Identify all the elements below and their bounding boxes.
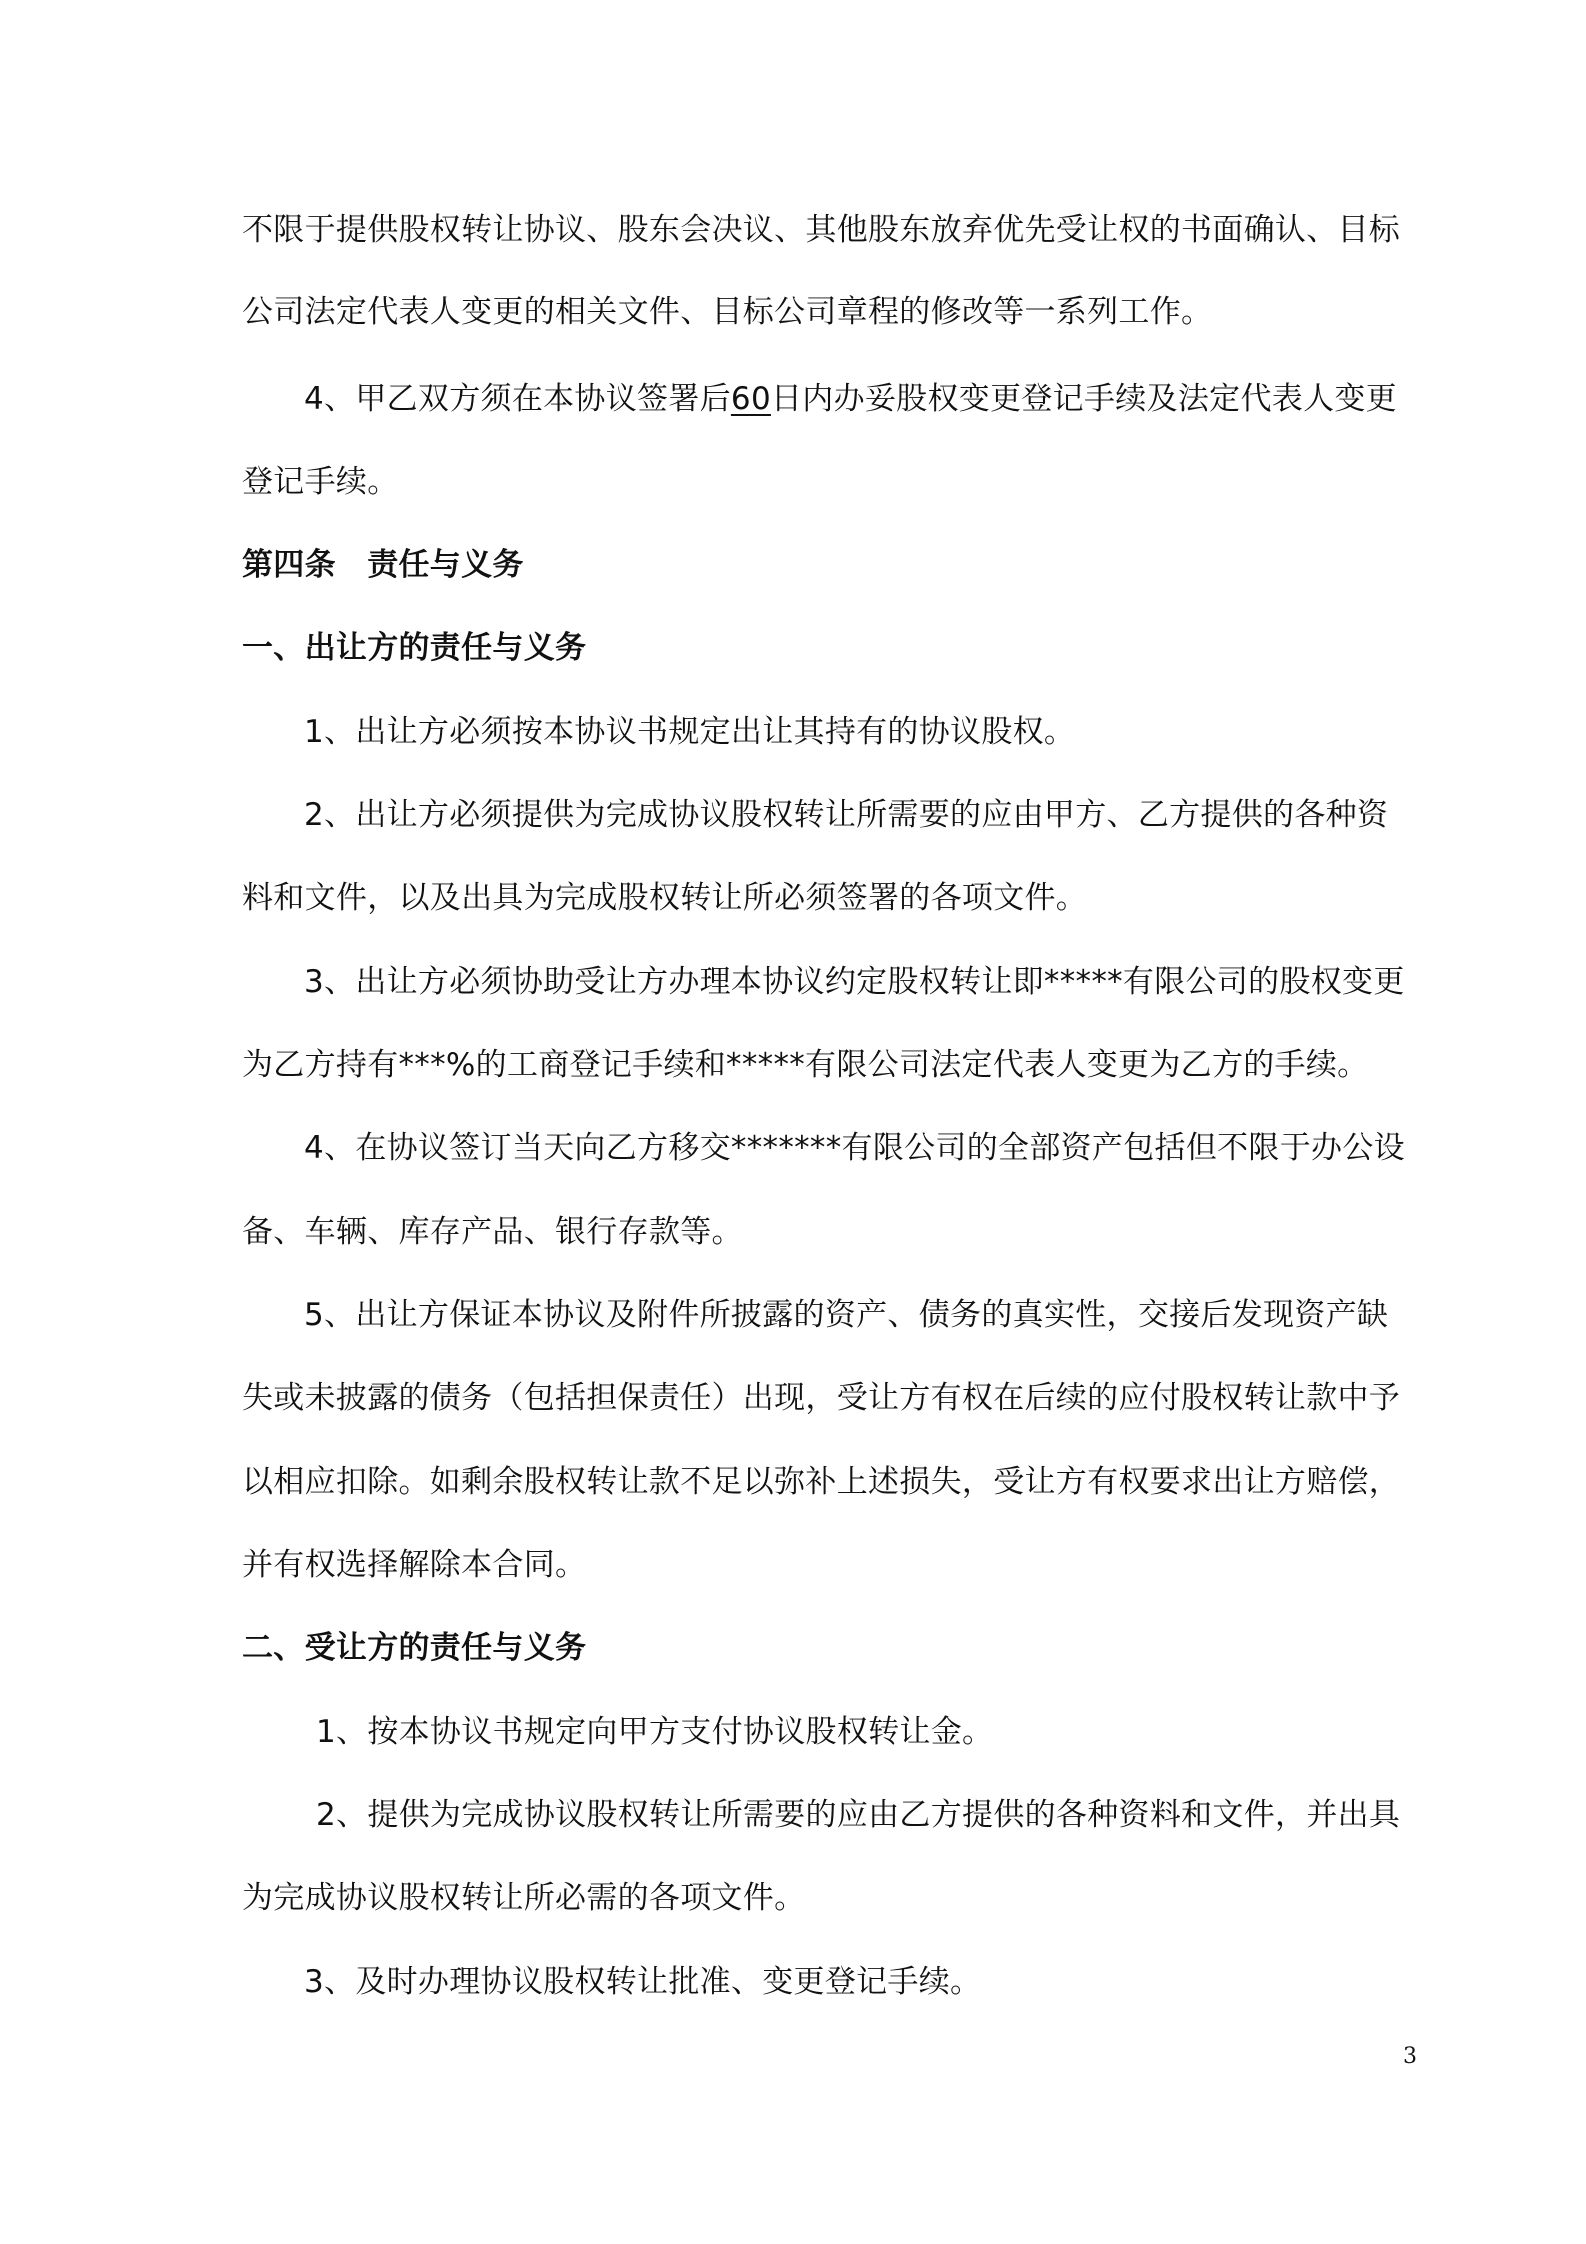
paragraph-line: 2、提供为完成协议股权转让所需要的应由乙方提供的各种资料和文件，并出具 (316, 1797, 1401, 1833)
section-heading-transferee: 二、受让方的责任与义务 (242, 1630, 587, 1666)
paragraph-line: 登记手续。 (242, 464, 399, 500)
section-heading-transferor: 一、出让方的责任与义务 (242, 630, 587, 666)
paragraph-line: 2、出让方必须提供为完成协议股权转让所需要的应由甲方、乙方提供的各种资 (304, 797, 1389, 833)
paragraph-line: 1、出让方必须按本协议书规定出让其持有的协议股权。 (304, 714, 1076, 750)
clause-4-text-after: 日内办妥股权变更登记手续及法定代表人变更 (770, 381, 1397, 417)
paragraph-line: 5、出让方保证本协议及附件所披露的资产、债务的真实性，交接后发现资产缺 (304, 1297, 1389, 1333)
clause-4-text-before: 4、甲乙双方须在本协议签署后 (304, 381, 731, 417)
clause-4-line (304, 377, 1484, 421)
paragraph-line: 不限于提供股权转让协议、股东会决议、其他股东放弃优先受让权的书面确认、目标 (242, 212, 1401, 248)
clause-4-days: 60 (730, 381, 771, 417)
paragraph-line: 料和文件，以及出具为完成股权转让所必须签署的各项文件。 (242, 880, 1088, 916)
page-number: 3 (1403, 2044, 1417, 2069)
paragraph-line: 并有权选择解除本合同。 (242, 1547, 587, 1583)
paragraph-line: 为乙方持有***%的工商登记手续和*****有限公司法定代表人变更为乙方的手续。 (242, 1047, 1369, 1083)
article-heading: 第四条 责任与义务 (242, 547, 524, 583)
paragraph-line: 公司法定代表人变更的相关文件、目标公司章程的修改等一系列工作。 (242, 294, 1213, 330)
paragraph-line: 3、出让方必须协助受让方办理本协议约定股权转让即*****有限公司的股权变更 (304, 964, 1405, 1000)
paragraph-line: 备、车辆、库存产品、银行存款等。 (242, 1214, 743, 1250)
paragraph-line: 4、在协议签订当天向乙方移交*******有限公司的全部资产包括但不限于办公设 (304, 1130, 1405, 1166)
paragraph-line: 为完成协议股权转让所必需的各项文件。 (242, 1880, 806, 1916)
paragraph-line: 1、按本协议书规定向甲方支付协议股权转让金。 (316, 1714, 994, 1750)
paragraph-line: 以相应扣除。如剩余股权转让款不足以弥补上述损失，受让方有权要求出让方赔偿， (242, 1464, 1401, 1500)
paragraph-line: 失或未披露的债务（包括担保责任）出现，受让方有权在后续的应付股权转让款中予 (242, 1380, 1401, 1416)
paragraph-line: 3、及时办理协议股权转让批准、变更登记手续。 (304, 1964, 982, 2000)
